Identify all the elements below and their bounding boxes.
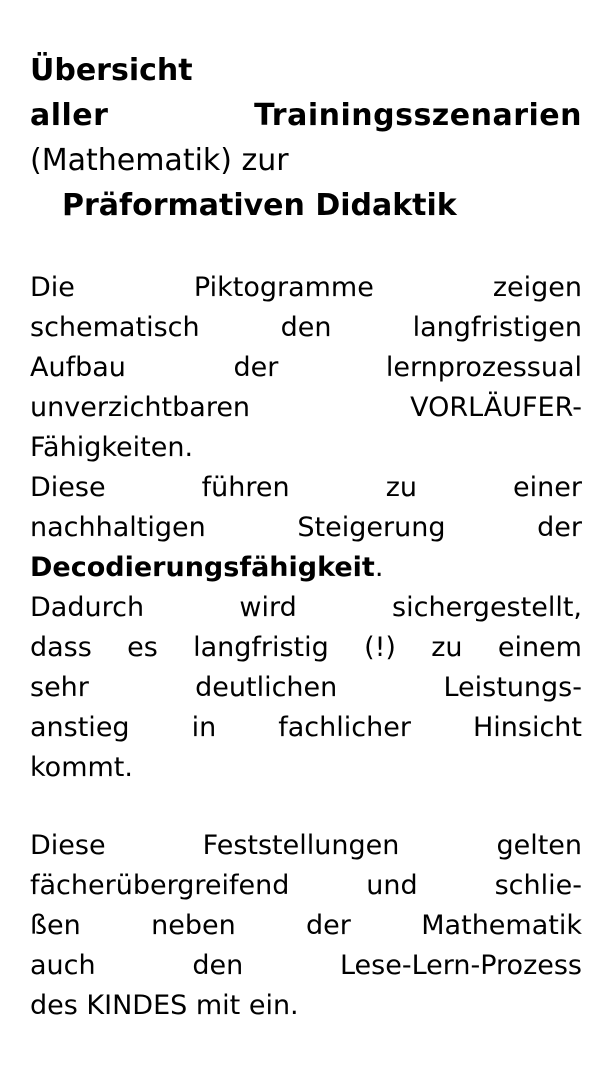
word: und bbox=[366, 870, 418, 901]
word: auch bbox=[30, 950, 96, 981]
word: anstieg bbox=[30, 712, 130, 743]
paragraph-1-line-6 bbox=[30, 468, 582, 508]
paragraph-1-line-1 bbox=[30, 268, 582, 308]
word: einem bbox=[497, 632, 582, 663]
paragraph-1-line-11 bbox=[30, 668, 582, 708]
word: Steigerung bbox=[297, 512, 446, 543]
word: zu bbox=[431, 632, 463, 663]
title-line-1: Übersicht bbox=[30, 53, 193, 88]
paragraph-2 bbox=[30, 826, 582, 1026]
word: VORLÄUFER- bbox=[410, 392, 582, 423]
word: es bbox=[127, 632, 158, 663]
word: zeigen bbox=[492, 272, 582, 303]
word: der bbox=[233, 352, 279, 383]
word: lernprozessual bbox=[385, 352, 582, 383]
paragraph-1-line-3 bbox=[30, 348, 582, 388]
word: gelten bbox=[496, 830, 582, 861]
word: Piktogramme bbox=[193, 272, 374, 303]
word: fächerübergreifend bbox=[30, 870, 290, 901]
word: den bbox=[280, 312, 332, 343]
word: einer bbox=[513, 472, 582, 503]
word: langfristigen bbox=[412, 312, 582, 343]
word: mit bbox=[195, 990, 249, 1021]
paragraph-1-line-7 bbox=[30, 508, 582, 548]
bold-term-suffix: . bbox=[374, 552, 384, 583]
paragraph-1 bbox=[30, 268, 582, 788]
word: des bbox=[30, 990, 87, 1021]
paragraph-2-line-1 bbox=[30, 826, 582, 866]
word: fachlicher bbox=[278, 712, 411, 743]
word: Diese bbox=[30, 472, 106, 503]
word: neben bbox=[151, 910, 236, 941]
paragraph-1-line-10 bbox=[30, 628, 582, 668]
paragraph-2-line-5 bbox=[30, 986, 582, 1026]
word: schlie- bbox=[494, 870, 582, 901]
word: Die bbox=[30, 272, 75, 303]
word: dass bbox=[30, 632, 92, 663]
paragraph-1-line-2 bbox=[30, 308, 582, 348]
word: Aufbau bbox=[30, 352, 126, 383]
title-line-4: Präformativen Didaktik bbox=[62, 188, 457, 223]
title-line-2-word-1: aller bbox=[30, 98, 109, 133]
paragraph-1-line-13 bbox=[30, 748, 582, 788]
word: Lese-Lern-Prozess bbox=[339, 950, 582, 981]
word: den bbox=[192, 950, 244, 981]
paragraph-1-line-5 bbox=[30, 428, 582, 468]
word: in bbox=[191, 712, 217, 743]
paragraph-1-line-4 bbox=[30, 388, 582, 428]
word: Mathematik bbox=[421, 910, 582, 941]
word: kommt. bbox=[30, 752, 133, 783]
paragraph-2-line-3 bbox=[30, 906, 582, 946]
word: (!) bbox=[364, 632, 396, 663]
title-line-2-word-2: Trainingsszenarien bbox=[254, 98, 582, 133]
word: langfristig bbox=[193, 632, 329, 663]
paragraph-2-line-2 bbox=[30, 866, 582, 906]
word: unverzichtbaren bbox=[30, 392, 251, 423]
word: Leistungs- bbox=[443, 672, 582, 703]
word: wird bbox=[239, 592, 297, 623]
word: Dadurch bbox=[30, 592, 145, 623]
word: sichergestellt, bbox=[392, 592, 582, 623]
word: Feststellungen bbox=[202, 830, 400, 861]
word: schematisch bbox=[30, 312, 200, 343]
word: der bbox=[306, 910, 351, 941]
word: führen bbox=[201, 472, 290, 503]
title-line-2 bbox=[30, 93, 582, 138]
bold-term: Decodierungsfähigkeit bbox=[30, 552, 375, 583]
document-title-block bbox=[30, 48, 582, 228]
paragraph-1-line-12 bbox=[30, 708, 582, 748]
paragraph-1-line-9 bbox=[30, 588, 582, 628]
word: ßen bbox=[30, 910, 81, 941]
title-line-3: (Mathematik) zur bbox=[30, 143, 289, 178]
title-body-spacer bbox=[30, 228, 582, 268]
paragraph-2-line-4 bbox=[30, 946, 582, 986]
word: deutlichen bbox=[195, 672, 338, 703]
word: Hinsicht bbox=[472, 712, 582, 743]
paragraph-1-line-8 bbox=[30, 548, 582, 588]
word: KINDES bbox=[86, 990, 196, 1021]
word: nachhaltigen bbox=[30, 512, 206, 543]
word: ein. bbox=[248, 990, 299, 1021]
word: sehr bbox=[30, 672, 89, 703]
word: Fähigkeiten. bbox=[30, 432, 194, 463]
word: zu bbox=[385, 472, 417, 503]
word: Diese bbox=[30, 830, 106, 861]
paragraph-spacer bbox=[30, 788, 582, 826]
word: der bbox=[537, 512, 582, 543]
